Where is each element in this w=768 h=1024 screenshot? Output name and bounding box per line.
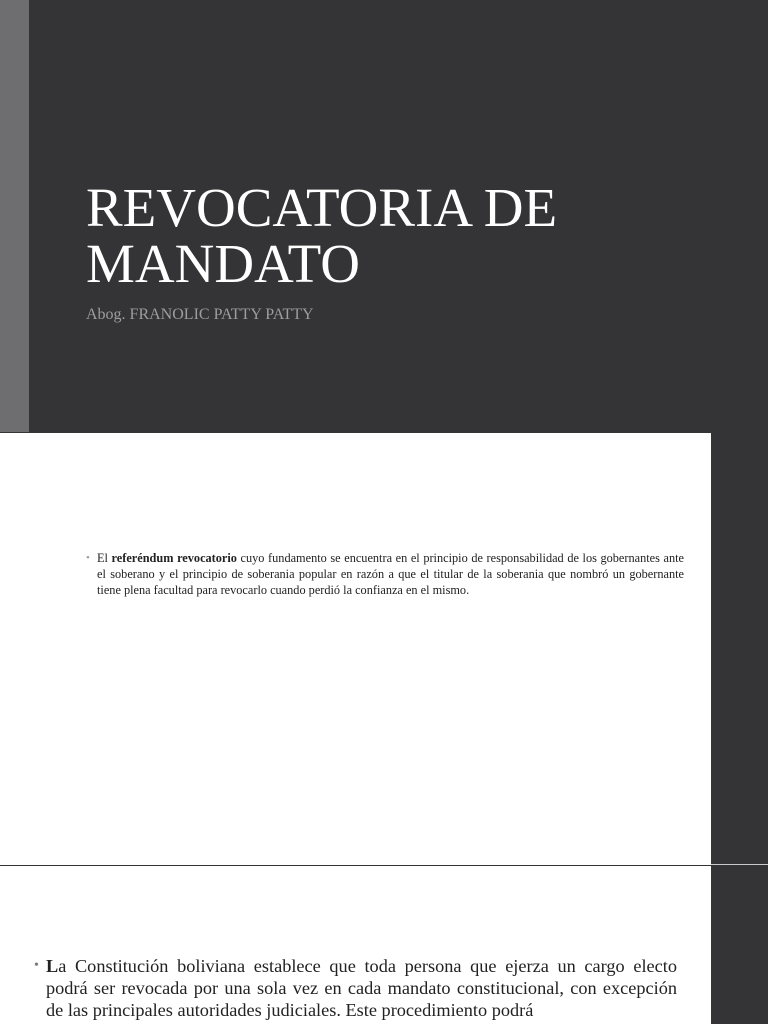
- slide-subtitle: Abog. FRANOLIC PATTY PATTY: [86, 306, 314, 323]
- bullet-paragraph: [46, 955, 677, 1021]
- bullet-item: [86, 550, 684, 598]
- title-slide: [0, 0, 768, 432]
- paragraph-lead: El: [97, 551, 112, 565]
- bullet-item: [34, 955, 677, 1021]
- slide-edge-strip: [711, 866, 768, 1024]
- content-slide: [0, 433, 711, 865]
- bullet-paragraph: [97, 550, 684, 598]
- content-slide-partial: [0, 866, 711, 1024]
- slide-edge-strip: [711, 433, 768, 865]
- paragraph-bold-term: referéndum revocatorio: [111, 551, 237, 565]
- paragraph-rest: a Constitución boliviana establece que toda persona que ejerza un cargo electo podrá ser revocada por una sola vez en cada mandato constitucional, con excepción de las principales autoridades judiciales. Este procedimiento podrá: [46, 956, 677, 1020]
- slide-divider: [711, 864, 768, 865]
- bullet-icon: •: [86, 552, 90, 564]
- paragraph-rest: cuyo fundamento se encuentra en el principio de responsabilidad de los gobernantes ante el soberano y el principio de soberania popular en razón a que el titular de la soberania que nombró un gobernante tiene plena facultad para revocarlo cuando perdió la confianza en el mismo.: [97, 551, 684, 597]
- paragraph-bold-initial: L: [46, 956, 59, 976]
- slide-title: REVOCATORIA DE MANDATO: [86, 177, 558, 294]
- accent-side-bar: [0, 0, 29, 432]
- bullet-icon: •: [34, 958, 39, 973]
